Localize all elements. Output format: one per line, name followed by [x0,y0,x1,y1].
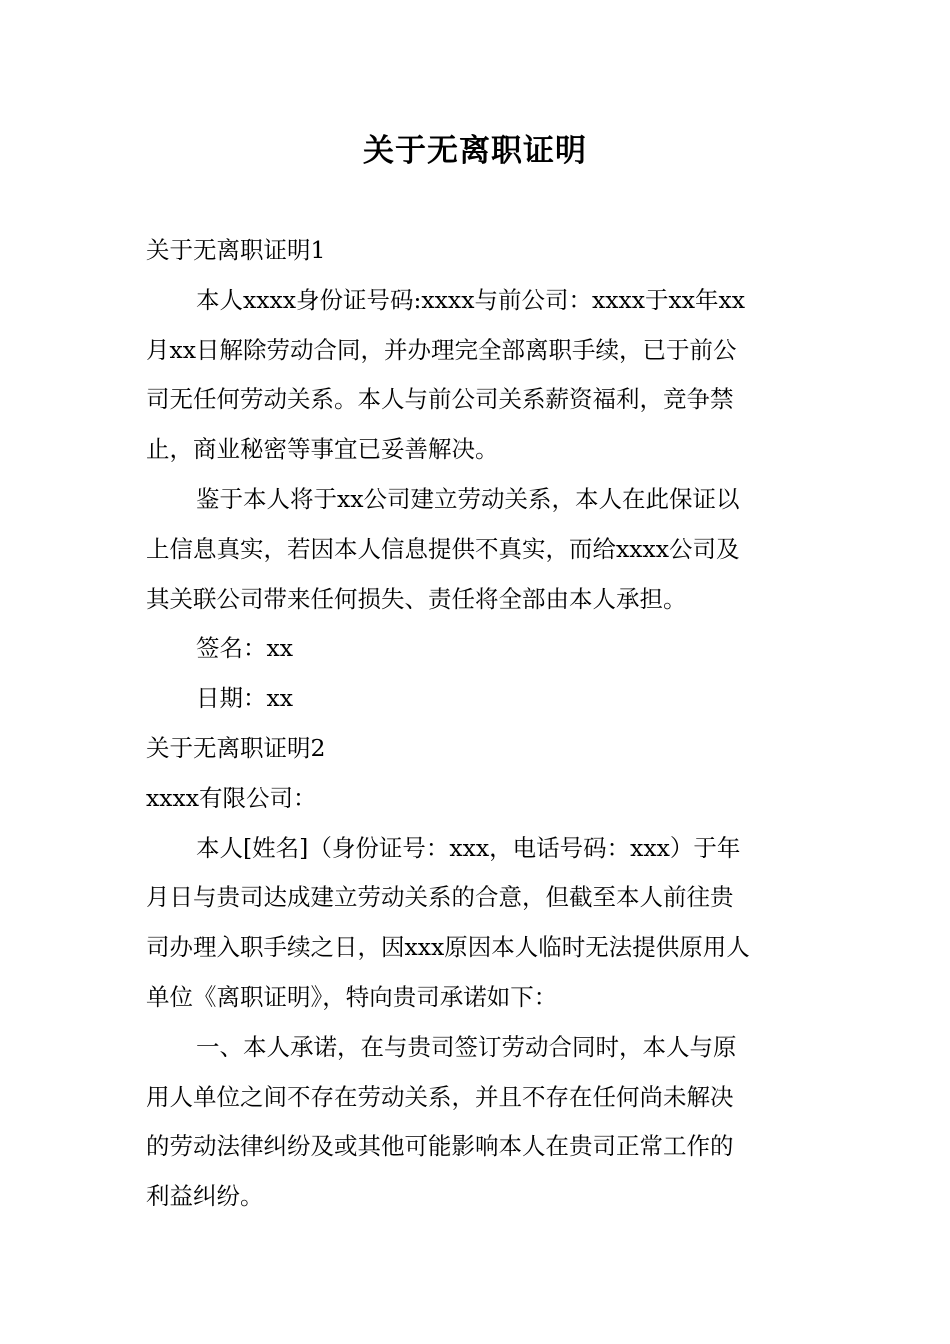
text-line: 止，商业秘密等事宜已妥善解决。 [146,435,499,464]
text-line: 关于无离职证明2 [146,733,326,762]
text-line: 用人单位之间不存在劳动关系，并且不存在任何尚未解决 [146,1082,734,1111]
text-line: 单位《离职证明》，特向贵司承诺如下： [146,982,558,1011]
text-line: 上信息真实，若因本人信息提供不真实，而给xxxx公司及 [146,534,740,563]
text-line: 的劳动法律纠纷及或其他可能影响本人在贵司正常工作的 [146,1132,734,1161]
text-line: 一、本人承诺，在与贵司签订劳动合同时，本人与原 [196,1032,737,1061]
text-line: 本人xxxx身份证号码:xxxx与前公司：xxxx于xx年xx [196,285,745,314]
document-title: 关于无离职证明 [363,133,587,169]
text-line: 司无任何劳动关系。本人与前公司关系薪资福利，竞争禁 [146,385,734,414]
text-line: 签名：xx [196,634,294,663]
text-line: 鉴于本人将于xx公司建立劳动关系，本人在此保证以 [196,484,740,513]
text-line: 本人[姓名]（身份证号：xxx，电话号码：xxx）于年 [196,833,741,862]
text-line: 其关联公司带来任何损失、责任将全部由本人承担。 [146,584,687,613]
text-line: 司办理入职手续之日，因xxx原因本人临时无法提供原用人 [146,933,750,962]
text-line: 利益纠纷。 [146,1182,264,1211]
document-body [146,226,804,1222]
text-line: xxxx有限公司： [146,783,317,812]
text-line: 日期：xx [196,684,294,713]
text-line: 月xx日解除劳动合同，并办理完全部离职手续，已于前公 [146,335,737,364]
text-line: 关于无离职证明1 [146,236,326,264]
text-line: 月日与贵司达成建立劳动关系的合意，但截至本人前往贵 [146,883,734,912]
